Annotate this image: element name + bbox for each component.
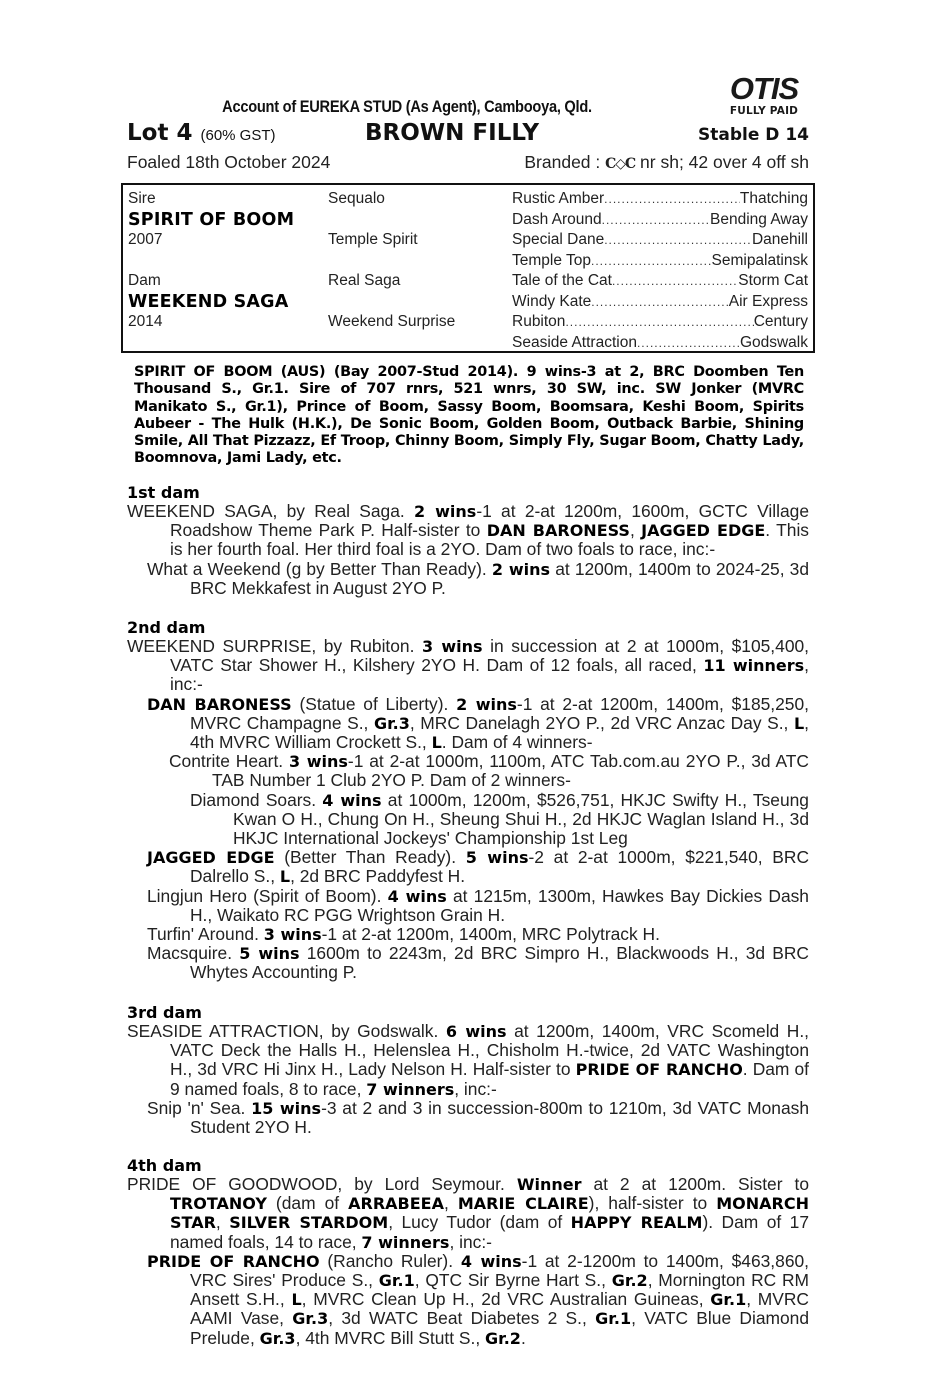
text-run: (dam of xyxy=(266,1193,349,1214)
text-run: 1600m to 2243m, 2d BRC Simpro H., Blackwoods H., 3d BRC Whytes Accounting P. xyxy=(190,943,809,983)
third-gen-row: Seaside Attraction ..... Godswalk xyxy=(512,333,808,354)
bold-run: PRIDE OF RANCHO xyxy=(575,1060,743,1080)
bold-run: L xyxy=(279,867,291,887)
third-gen-row: Tale of the Cat ..... Storm Cat xyxy=(512,271,808,292)
brand-mark-icon: C◇C xyxy=(605,156,636,172)
produce-entry xyxy=(127,887,809,925)
lot-number xyxy=(127,120,276,146)
bold-run: TROTANOY xyxy=(170,1194,267,1214)
text-run: at 1200m, 1400m to 2024-25, 3d BRC Mekkafest in August 2YO P. xyxy=(190,558,809,598)
text-run: , MVRC Clean Up H., 2d VRC Australian Guineas, xyxy=(301,1289,711,1310)
produce-entry xyxy=(127,695,809,753)
dam-heading: 4th dam xyxy=(127,1156,202,1175)
text-run: , 3d WATC Beat Diabetes 2 S., xyxy=(328,1308,596,1329)
bold-run: MONARCH STAR xyxy=(170,1194,809,1233)
bold-run: 2 wins xyxy=(414,502,477,521)
text-run: . Dam of 9 named foals, 8 to race, xyxy=(170,1059,809,1099)
text-run: -1 at 2-at 1200m, 1600m, GCTC Village Roadshow Theme Park P. Half-sister to xyxy=(170,501,810,541)
dam-name: WEEKEND SAGA xyxy=(128,291,289,312)
stable-location: Stable D 14 xyxy=(698,125,809,145)
text-run: -1 at 2-at 1200m, 1400m, MRC Polytrack H. xyxy=(321,924,660,945)
bold-run: Gr.3 xyxy=(259,1328,296,1348)
branded-detail: nr sh; 42 over 4 off sh xyxy=(635,152,809,172)
bold-run: 4 wins xyxy=(387,886,447,906)
gst-note: (60% GST) xyxy=(200,127,276,144)
pedigree-table xyxy=(121,183,815,353)
pedigree-third-generation-column xyxy=(512,189,808,353)
text-run: . Dam of 4 winners- xyxy=(441,732,593,753)
text-run: at 1200m, 1400m, VRC Scomeld H., VATC Deck the Halls H., Helenslea H., Chisholm H.-twice, 2d VATC Washington H., 3d VRC Hi Jinx H., Lady Nelson H. Half-sister to xyxy=(170,1021,810,1080)
text-run: , xyxy=(443,1193,458,1214)
text-run: , MVRC AAMI Vase, xyxy=(190,1289,809,1329)
text-run: ), half-sister to xyxy=(588,1193,717,1214)
otis-logo-mark: OTIS xyxy=(729,71,799,106)
text-run: -1 at 2-1200m to 1400m, $463,860, VRC Sires' Produce S., xyxy=(190,1250,809,1291)
bold-run: 11 winners xyxy=(703,656,805,676)
text-run: Contrite Heart. xyxy=(169,751,289,772)
bold-run: L xyxy=(431,733,442,753)
text-run: PRIDE OF GOODWOOD, by Lord Seymour. xyxy=(127,1174,517,1194)
text-run: (Better Than Ready). xyxy=(274,847,466,868)
bold-run: DAN BARONESS xyxy=(147,694,292,714)
bold-run: 2 wins xyxy=(491,559,551,579)
produce-entry xyxy=(127,1252,809,1348)
bold-run: Gr.1 xyxy=(595,1309,632,1329)
bold-run: 3 wins xyxy=(288,752,348,772)
text-run: at 1000m, 1200m, $526,751, HKJC Swifty H., Tseung Kwan O H., Chung On H., Sheung Shui H., 2d HKJC Waglan Island H., 3d HKJC International Jockeys' Championship 1st Leg xyxy=(233,789,809,849)
third-gen-row: Special Dane ..... Danehill xyxy=(512,230,808,251)
bold-run: MARIE CLAIRE xyxy=(457,1194,589,1214)
lot-label: Lot 4 xyxy=(127,120,193,146)
text-run: -2 at 2-at 1000m, $221,540, BRC Dalrello S., xyxy=(190,847,809,887)
text-run: , xyxy=(629,520,642,541)
bold-run: 6 wins xyxy=(445,1022,507,1041)
produce-entry xyxy=(127,1175,809,1252)
third-gen-row: Dash Around ..... Bending Away xyxy=(512,210,808,231)
text-run: , VATC Blue Diamond Prelude, xyxy=(190,1308,810,1348)
produce-entry xyxy=(127,502,809,560)
produce-entry xyxy=(127,848,809,886)
bold-run: SILVER STARDOM xyxy=(229,1213,389,1233)
bold-run: 4 wins xyxy=(460,1251,522,1271)
text-run: , inc:- xyxy=(454,1078,497,1099)
bold-run: 15 wins xyxy=(251,1098,322,1118)
foaled-row xyxy=(127,152,809,174)
otis-fully-paid-logo xyxy=(718,71,810,117)
sire-year: 2007 xyxy=(128,231,163,248)
bold-run: 2 wins xyxy=(456,694,517,714)
bold-run: Winner xyxy=(516,1175,582,1194)
dam-section-2 xyxy=(127,618,809,983)
granddam-maternal: Weekend Surprise xyxy=(328,313,456,330)
text-run: , 2d BRC Paddyfest H. xyxy=(290,866,466,887)
bold-run: JAGGED EDGE xyxy=(641,521,766,541)
bold-run: Gr.3 xyxy=(292,1309,329,1329)
bold-run: 7 winners xyxy=(361,1232,450,1252)
granddam-paternal: Temple Spirit xyxy=(328,231,418,248)
text-run: . This is her fourth foal. Her third foal is a 2YO. Dam of two foals to race, inc:- xyxy=(170,520,809,560)
bold-run: Gr.1 xyxy=(710,1290,747,1310)
pedigree-grandparents-column xyxy=(328,189,508,333)
sex-colour: BROWN FILLY xyxy=(365,120,540,146)
text-run: -1 at 2-at 1200m, 1400m, $185,250, MVRC Champagne S., xyxy=(190,693,809,733)
bold-run: 5 wins xyxy=(465,848,529,868)
dam-section-3 xyxy=(127,1003,809,1137)
text-run: -3 at 2 and 3 in succession-800m to 1210m, 3d VATC Monash Student 2YO H. xyxy=(190,1097,810,1138)
text-run: , Mornington RC RM Ansett S.H., xyxy=(190,1270,810,1310)
text-run: WEEKEND SAGA, by Real Saga. xyxy=(127,501,414,521)
bold-run: HAPPY REALM xyxy=(570,1213,703,1233)
produce-entry xyxy=(127,752,809,790)
text-run: . xyxy=(520,1327,526,1348)
bold-run: L xyxy=(291,1290,302,1310)
text-run: Turfin' Around. xyxy=(147,924,264,945)
fully-paid-label: FULLY PAID xyxy=(729,105,799,117)
text-run: , 4th MVRC Bill Stutt S., xyxy=(295,1327,485,1348)
text-run: ). Dam of 17 named foals, 14 to race, xyxy=(170,1212,809,1252)
dam-heading: 3rd dam xyxy=(127,1003,202,1022)
bold-run: JAGGED EDGE xyxy=(147,848,275,868)
third-gen-row: Rubiton ..... Century xyxy=(512,312,808,333)
text-run: , 4th MVRC William Crockett S., xyxy=(190,712,809,753)
sire-summary: SPIRIT OF BOOM (AUS) (Bay 2007-Stud 2014). 9 wins-3 at 2, BRC Doomben Ten Thousand S., Gr.1. Sire of 707 rnrs, 521 wnrs, 30 SW, inc. SW Jonker (MVRC Manikato S., Gr.1), Prince of Boom, Sassy Boom, Boomsara, Keshi Boom, Spirits Aubeer - The Hulk (H.K.), De Sonic Boom, Golden Boom, Outback Barbie, Shining Smile, All That Pizzazz, Ef Troop, Chinny Boom, Simply Fly, Sugar Boom, Chatty Lady, Boomnova, Jami Lady, etc. xyxy=(134,364,804,467)
text-run: Lingjun Hero (Spirit of Boom). xyxy=(147,885,388,906)
text-run: , QTC Sir Byrne Hart S., xyxy=(414,1270,612,1291)
bold-run: Gr.2 xyxy=(484,1328,521,1348)
grandsire-paternal: Sequalo xyxy=(328,190,385,207)
text-run: SEASIDE ATTRACTION, by Godswalk. xyxy=(127,1021,446,1041)
produce-entry xyxy=(127,791,809,849)
produce-entry xyxy=(127,637,809,695)
bold-run: Gr.1 xyxy=(378,1271,415,1291)
third-gen-row: Rustic Amber ..... Thatching xyxy=(512,189,808,210)
bold-run: Gr.2 xyxy=(611,1271,648,1291)
dam-label: Dam xyxy=(128,272,161,289)
text-run: Snip 'n' Sea. xyxy=(147,1097,252,1118)
text-run: in succession at 2 at 1000m, $105,400, VATC Star Shower H., Kilshery 2YO H. Dam of 12 foals, all raced, xyxy=(170,636,809,676)
dam-heading: 1st dam xyxy=(127,483,200,502)
bold-run: DAN BARONESS xyxy=(486,521,630,541)
pedigree-parents-column xyxy=(128,189,328,333)
bold-run: 5 wins xyxy=(239,944,300,964)
bold-run: PRIDE OF RANCHO xyxy=(147,1251,320,1271)
text-run: at 1215m, 1300m, Hawkes Bay Dickies Dash H., Waikato RC PGG Wrightson Grain H. xyxy=(190,885,809,925)
sire-name: SPIRIT OF BOOM xyxy=(128,209,295,230)
dam-section-1 xyxy=(127,483,809,598)
bold-run: ARRABEEA xyxy=(348,1194,444,1214)
bold-run: L xyxy=(793,713,805,733)
lot-title-row xyxy=(127,120,809,152)
bold-run: 3 wins xyxy=(263,925,322,945)
text-run: , Lucy Tudor (dam of xyxy=(388,1212,571,1233)
produce-entry xyxy=(127,925,809,944)
dam-heading: 2nd dam xyxy=(127,618,206,637)
produce-entry xyxy=(127,1099,809,1137)
text-run: at 2 at 1200m. Sister to xyxy=(581,1174,809,1194)
bold-run: 7 winners xyxy=(366,1079,455,1099)
text-run: , inc:- xyxy=(170,655,809,695)
text-run: WEEKEND SURPRISE, by Rubiton. xyxy=(127,636,422,656)
third-gen-row: Temple Top ..... Semipalatinsk xyxy=(512,251,808,272)
brand-description xyxy=(524,152,809,173)
third-gen-row: Windy Kate ..... Air Express xyxy=(512,292,808,313)
text-run: (Statue of Liberty). xyxy=(291,693,457,714)
text-run: , xyxy=(215,1212,230,1233)
bold-run: 4 wins xyxy=(322,790,382,810)
produce-entry xyxy=(127,560,809,598)
bold-run: 3 wins xyxy=(421,637,483,656)
text-run: , MRC Danelagh 2YO P., 2d VRC Anzac Day S., xyxy=(409,712,794,733)
text-run: Macsquire. xyxy=(147,943,240,964)
text-run: -1 at 2-at 1000m, 1100m, ATC Tab.com.au 2YO P., 3d ATC TAB Number 1 Club 2YO P. Dam of 2 winners- xyxy=(212,751,809,791)
dam-year: 2014 xyxy=(128,313,163,330)
text-run: , inc:- xyxy=(449,1231,492,1252)
vendor-account: Account of EUREKA STUD (As Agent), Cambooya, Qld. xyxy=(222,97,592,116)
grandsire-maternal: Real Saga xyxy=(328,272,401,289)
dam-section-4 xyxy=(127,1156,809,1348)
produce-entry xyxy=(127,1022,809,1099)
text-run: What a Weekend (g by Better Than Ready). xyxy=(147,558,492,579)
sire-label: Sire xyxy=(128,190,156,207)
text-run: (Rancho Ruler). xyxy=(319,1250,461,1271)
produce-entry xyxy=(127,944,809,982)
foaled-date: Foaled 18th October 2024 xyxy=(127,152,331,172)
branded-label: Branded : xyxy=(524,152,606,172)
bold-run: Gr.3 xyxy=(373,713,410,733)
text-run: Diamond Soars. xyxy=(190,789,323,810)
